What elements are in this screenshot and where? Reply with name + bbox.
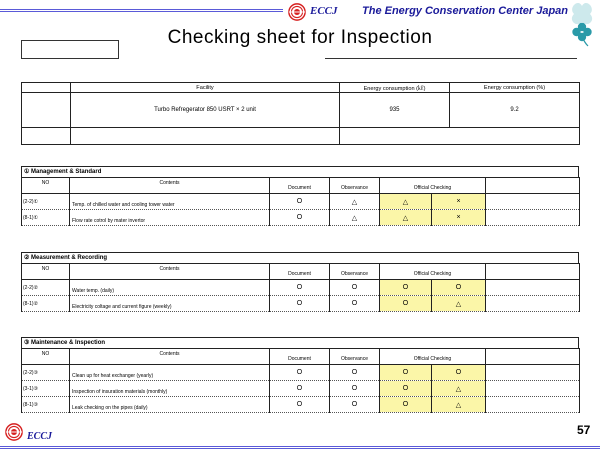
- blank-cell: [486, 349, 580, 365]
- section-title: ② Measurement & Recording: [21, 252, 579, 263]
- official-check-1: O: [380, 296, 432, 312]
- row-no: (3-1)③: [22, 381, 70, 397]
- energy-pct-value: 9.2: [450, 93, 580, 128]
- official-check-2: △: [432, 381, 486, 397]
- col-observance-header: Observance: [330, 178, 380, 194]
- official-check-2: ×: [432, 194, 486, 210]
- blank-cell: [486, 381, 580, 397]
- row-content: Temp. of chilled water and cooling tower water: [70, 194, 270, 210]
- row-no: (8-1)②: [22, 296, 70, 312]
- col-document-header: Document: [270, 178, 330, 194]
- blank-cell: [486, 194, 580, 210]
- official-check-1: O: [380, 280, 432, 296]
- organization-name: The Energy Conservation Center Japan: [362, 5, 568, 17]
- row-content: Flow rate cotrol by mater invertor: [70, 210, 270, 226]
- document-mark: O: [270, 296, 330, 312]
- row-no: (8-1)③: [22, 397, 70, 413]
- observance-mark: △: [330, 210, 380, 226]
- col-no-header: NO: [22, 264, 70, 280]
- observance-mark: O: [330, 296, 380, 312]
- blank-cell: [22, 128, 71, 145]
- col-document-header: Document: [270, 349, 330, 365]
- document-mark: O: [270, 365, 330, 381]
- row-content: Clean up for heat exchanger (yearly): [70, 365, 270, 381]
- table-row: [22, 194, 580, 210]
- observance-mark: O: [330, 397, 380, 413]
- official-check-1: O: [380, 381, 432, 397]
- title-blank-box: [21, 40, 119, 59]
- col-official-header: Official Checking: [380, 349, 486, 365]
- section-title: ① Management & Standard: [21, 166, 579, 177]
- official-check-1: O: [380, 397, 432, 413]
- col-no-header: NO: [22, 349, 70, 365]
- blank-cell: [486, 280, 580, 296]
- facility-table: [21, 82, 580, 145]
- official-check-2: ×: [432, 210, 486, 226]
- official-check-1: O: [380, 365, 432, 381]
- page-title: Checking sheet for Inspection: [167, 27, 433, 48]
- title-underline: [325, 58, 577, 59]
- official-check-2: △: [432, 397, 486, 413]
- col-contents-header: Contents: [70, 349, 270, 365]
- row-content: Water temp. (daily): [70, 280, 270, 296]
- footer-rule: [0, 446, 600, 449]
- table-row: [22, 365, 580, 381]
- energy-kl-header: Energy consumption (㎘): [340, 83, 450, 93]
- blank-cell: [486, 178, 580, 194]
- row-no: (2-2)②: [22, 280, 70, 296]
- facility-value: Turbo Refregerator 850 USRT × 2 unit: [71, 93, 340, 128]
- table-row: [22, 280, 580, 296]
- section-table: [21, 348, 580, 413]
- table-row: [22, 210, 580, 226]
- official-check-2: O: [432, 280, 486, 296]
- document-mark: O: [270, 210, 330, 226]
- col-observance-header: Observance: [330, 264, 380, 280]
- official-check-2: △: [432, 296, 486, 312]
- blank-cell: [340, 128, 580, 145]
- energy-pct-header: Energy consumption (%): [450, 83, 580, 93]
- blank-cell: [486, 365, 580, 381]
- row-no: (8-1)①: [22, 210, 70, 226]
- official-check-1: △: [380, 194, 432, 210]
- col-contents-header: Contents: [70, 178, 270, 194]
- col-contents-header: Contents: [70, 264, 270, 280]
- blank-cell: [71, 128, 340, 145]
- header-rule: [0, 9, 283, 12]
- col-no-header: NO: [22, 178, 70, 194]
- eccj-logo-icon: [5, 423, 23, 441]
- blank-cell: [486, 397, 580, 413]
- header-logo-text: ECCJ: [310, 5, 338, 17]
- observance-mark: △: [330, 194, 380, 210]
- col-official-header: Official Checking: [380, 264, 486, 280]
- observance-mark: O: [330, 280, 380, 296]
- col-document-header: Document: [270, 264, 330, 280]
- row-content: Leak checking on the pipes (daily): [70, 397, 270, 413]
- footer-logo-text: ECCJ: [27, 431, 53, 442]
- page-number: 57: [577, 423, 591, 437]
- section-table: [21, 177, 580, 226]
- table-row: [22, 296, 580, 312]
- row-no: (2-2)③: [22, 365, 70, 381]
- table-row: [22, 381, 580, 397]
- facility-header: Facility: [71, 83, 340, 93]
- document-mark: O: [270, 280, 330, 296]
- official-check-2: O: [432, 365, 486, 381]
- blank-cell: [486, 296, 580, 312]
- eccj-logo-icon: [288, 3, 306, 21]
- blank-cell: [486, 264, 580, 280]
- blank-cell: [486, 210, 580, 226]
- observance-mark: O: [330, 365, 380, 381]
- facility-row-blank: [22, 93, 71, 128]
- official-check-1: △: [380, 210, 432, 226]
- row-no: (2-2)①: [22, 194, 70, 210]
- document-mark: O: [270, 397, 330, 413]
- facility-header-blank: [22, 83, 71, 93]
- section-table: [21, 263, 580, 312]
- row-content: Inspection of insuration materials (monthly): [70, 381, 270, 397]
- observance-mark: O: [330, 381, 380, 397]
- section-title: ③ Maintenance & Inspection: [21, 337, 579, 348]
- table-row: [22, 397, 580, 413]
- document-mark: O: [270, 381, 330, 397]
- col-official-header: Official Checking: [380, 178, 486, 194]
- row-content: Electricity coltage and current figure (weekly): [70, 296, 270, 312]
- col-observance-header: Observance: [330, 349, 380, 365]
- document-mark: O: [270, 194, 330, 210]
- energy-kl-value: 935: [340, 93, 450, 128]
